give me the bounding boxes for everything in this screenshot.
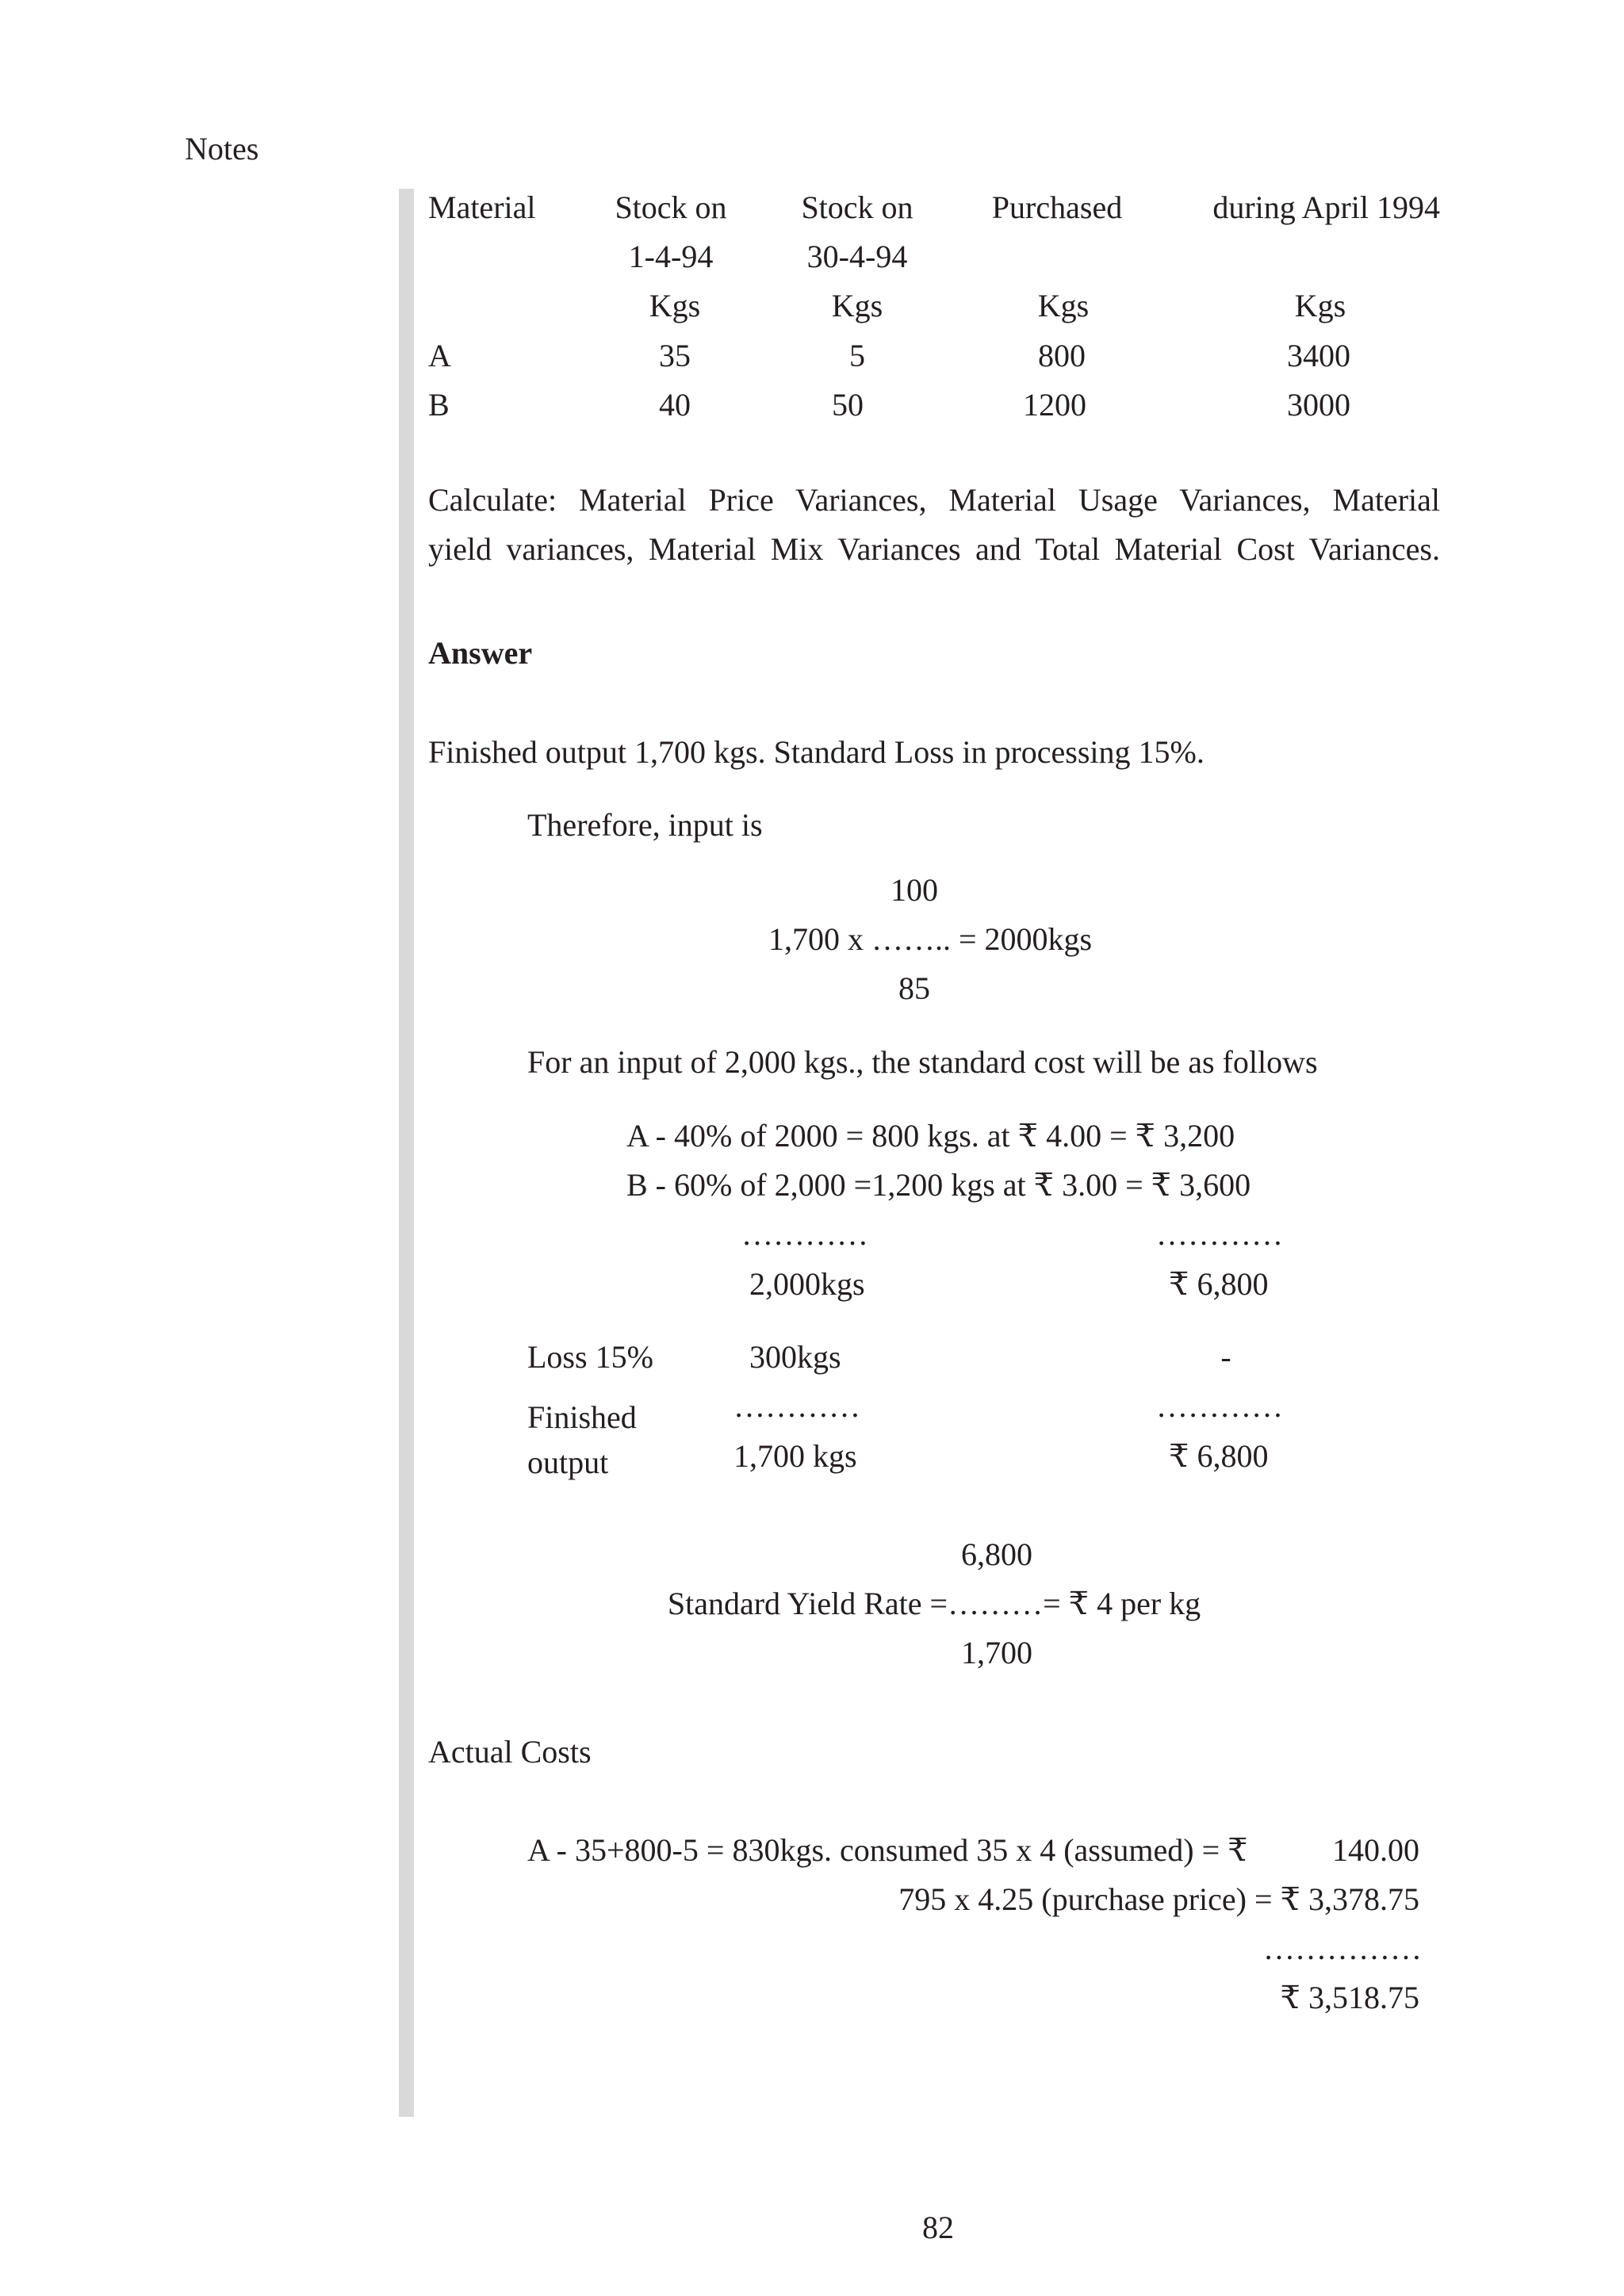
finished-output-statement: Finished output 1,700 kgs. Standard Loss in processing 15%. bbox=[428, 734, 1205, 770]
actual-a-line-1: A - 35+800-5 = 830kgs. consumed 35 x 4 (assumed) = ₹ bbox=[527, 1832, 1248, 1868]
table-cell: 35 bbox=[659, 338, 691, 373]
table-header-stock-open: Stock on bbox=[615, 189, 727, 225]
dotted-rule: ………… bbox=[733, 1388, 860, 1424]
dotted-rule: ………… bbox=[1156, 1388, 1283, 1424]
table-cell: 3000 bbox=[1287, 387, 1350, 423]
total-input-cost: ₹ 6,800 bbox=[1169, 1266, 1269, 1302]
fraction-denominator: 85 bbox=[898, 970, 930, 1006]
table-header-material: Material bbox=[428, 189, 536, 225]
margin-rule bbox=[399, 189, 414, 2117]
margin-notes-label: Notes bbox=[185, 131, 259, 166]
actual-a-value-1: 140.00 bbox=[1332, 1832, 1419, 1868]
table-cell: A bbox=[428, 338, 451, 373]
finished-label-line-1: Finished bbox=[527, 1399, 637, 1435]
finished-label-line-2: output bbox=[527, 1445, 609, 1480]
actual-costs-heading: Actual Costs bbox=[428, 1734, 592, 1770]
actual-a-line-2: 795 x 4.25 (purchase price) = ₹ 3,378.75 bbox=[898, 1881, 1419, 1917]
standard-line-a: A - 40% of 2000 = 800 kgs. at ₹ 4.00 = ₹ 3,200 bbox=[626, 1118, 1235, 1154]
table-header-stock-close: Stock on bbox=[801, 189, 914, 225]
table-unit: Kgs bbox=[1037, 288, 1090, 323]
dotted-rule: …………… bbox=[1263, 1931, 1422, 1966]
loss-cost: - bbox=[1220, 1339, 1231, 1375]
fraction-numerator: 100 bbox=[891, 872, 938, 908]
table-header-stock-close-date: 30-4-94 bbox=[806, 239, 908, 274]
therefore-text: Therefore, input is bbox=[527, 807, 763, 843]
question-line-1: Calculate: Material Price Variances, Material Usage Variances, Material bbox=[428, 482, 1440, 518]
finished-kgs: 1,700 kgs bbox=[733, 1438, 857, 1474]
table-unit: Kgs bbox=[831, 288, 883, 323]
table-cell: 40 bbox=[659, 387, 691, 423]
loss-kgs: 300kgs bbox=[749, 1339, 841, 1375]
actual-a-total: ₹ 3,518.75 bbox=[1280, 1980, 1419, 2015]
table-header-purchased: Purchased bbox=[991, 189, 1123, 225]
table-cell: 50 bbox=[832, 387, 864, 423]
standard-line-b: B - 60% of 2,000 =1,200 kgs at ₹ 3.00 = ₹ 3,600 bbox=[626, 1167, 1251, 1203]
fraction-denominator: 1,700 bbox=[961, 1635, 1032, 1670]
total-input-kgs: 2,000kgs bbox=[749, 1266, 865, 1302]
table-cell: 5 bbox=[849, 338, 865, 373]
question-line-2: yield variances, Material Mix Variances and Total Material Cost Variances. bbox=[428, 531, 1440, 567]
table-cell: 3400 bbox=[1287, 338, 1350, 373]
table-unit: Kgs bbox=[1294, 288, 1346, 323]
table-header-stock-open-date: 1-4-94 bbox=[628, 239, 714, 274]
page-number: 82 bbox=[922, 2210, 954, 2245]
answer-heading: Answer bbox=[428, 635, 533, 671]
table-cell: 1200 bbox=[1023, 387, 1086, 423]
fraction-numerator: 6,800 bbox=[961, 1536, 1032, 1572]
table-unit: Kgs bbox=[649, 288, 701, 323]
table-cell: 800 bbox=[1038, 338, 1086, 373]
finished-cost: ₹ 6,800 bbox=[1169, 1438, 1269, 1474]
fraction-expression: Standard Yield Rate =………= ₹ 4 per kg bbox=[667, 1586, 1201, 1621]
dotted-rule: ………… bbox=[741, 1216, 868, 1252]
dotted-rule: ………… bbox=[1156, 1216, 1283, 1252]
loss-label: Loss 15% bbox=[527, 1339, 653, 1375]
table-cell: B bbox=[428, 387, 450, 423]
table-header-during-april: during April 1994 bbox=[1212, 189, 1440, 225]
fraction-expression: 1,700 x …….. = 2000kgs bbox=[768, 921, 1093, 957]
standard-cost-intro: For an input of 2,000 kgs., the standard cost will be as follows bbox=[527, 1044, 1318, 1080]
